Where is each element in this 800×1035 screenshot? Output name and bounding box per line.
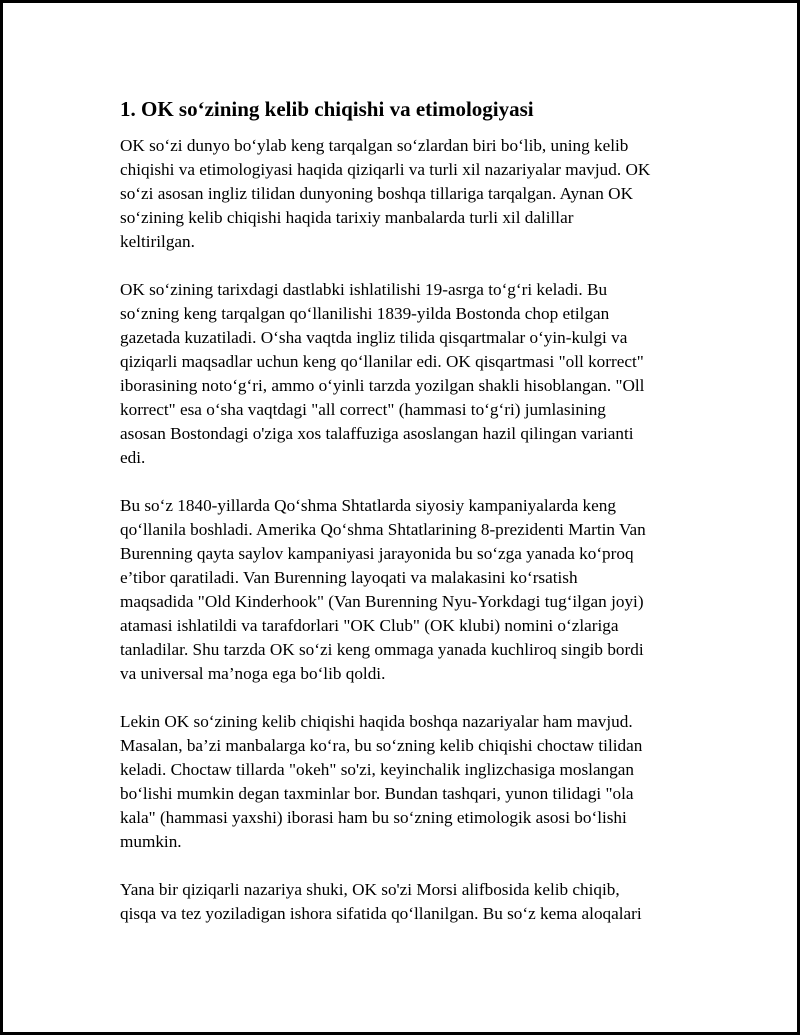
text-line: korrect" esa o‘sha vaqtdagi "all correct" (hammasi to‘g‘ri) jumlasining bbox=[120, 400, 606, 419]
text-line: so‘zi asosan ingliz tilidan dunyoning boshqa tillariga tarqalgan. Aynan OK bbox=[120, 184, 633, 203]
text-line: e’tibor qaratiladi. Van Burenning layoqati va malakasini ko‘rsatish bbox=[120, 568, 578, 587]
text-line: Masalan, ba’zi manbalarga ko‘ra, bu so‘zning kelib chiqishi choctaw tilidan bbox=[120, 736, 643, 755]
text-line: qo‘llanila boshladi. Amerika Qo‘shma Shtatlarining 8-prezidenti Martin Van bbox=[120, 520, 646, 539]
text-line: mumkin. bbox=[120, 832, 182, 851]
text-line: qiziqarli maqsadlar uchun keng qo‘llanilar edi. OK qisqartmasi "oll korrect" bbox=[120, 352, 644, 371]
text-line: OK so‘zining tarixdagi dastlabki ishlatilishi 19-asrga to‘g‘ri keladi. Bu bbox=[120, 280, 608, 299]
paragraph-5 bbox=[120, 878, 695, 926]
text-line: iborasining noto‘g‘ri, ammo o‘yinli tarzda yozilgan shakli hisoblangan. "Oll bbox=[120, 376, 645, 395]
text-line: Yana bir qiziqarli nazariya shuki, OK so'zi Morsi alifbosida kelib chiqib, bbox=[120, 880, 620, 899]
text-line: keltirilgan. bbox=[120, 232, 195, 251]
paragraph-3 bbox=[120, 494, 695, 686]
text-line: bo‘lishi mumkin degan taxminlar bor. Bundan tashqari, yunon tilidagi "ola bbox=[120, 784, 634, 803]
text-line: OK so‘zi dunyo bo‘ylab keng tarqalgan so‘zlardan biri bo‘lib, uning kelib bbox=[120, 136, 629, 155]
text-line: va universal ma’noga ega bo‘lib qoldi. bbox=[120, 664, 386, 683]
text-line: qisqa va tez yoziladigan ishora sifatida qo‘llanilgan. Bu so‘z kema aloqalari bbox=[120, 904, 642, 923]
paragraph-2 bbox=[120, 278, 695, 470]
text-line: edi. bbox=[120, 448, 146, 467]
text-line: Bu so‘z 1840-yillarda Qo‘shma Shtatlarda siyosiy kampaniyalarda keng bbox=[120, 496, 616, 515]
paragraph-4 bbox=[120, 710, 695, 854]
section-heading: 1. OK so‘zining kelib chiqishi va etimologiyasi bbox=[120, 97, 534, 121]
text-line: kala" (hammasi yaxshi) iborasi ham bu so‘zning etimologik asosi bo‘lishi bbox=[120, 808, 627, 827]
text-line: tanladilar. Shu tarzda OK so‘zi keng ommaga yanada kuchliroq singib bordi bbox=[120, 640, 644, 659]
text-line: atamasi ishlatildi va tarafdorlari "OK Club" (OK klubi) nomini o‘zlariga bbox=[120, 616, 619, 635]
text-line: maqsadida "Old Kinderhook" (Van Burenning Nyu-Yorkdagi tug‘ilgan joyi) bbox=[120, 592, 644, 611]
text-line: chiqishi va etimologiyasi haqida qiziqarli va turli xil nazariyalar mavjud. OK bbox=[120, 160, 651, 179]
text-line: Lekin OK so‘zining kelib chiqishi haqida boshqa nazariyalar ham mavjud. bbox=[120, 712, 633, 731]
text-line: asosan Bostondagi o'ziga xos talaffuziga asoslangan hazil qilingan varianti bbox=[120, 424, 634, 443]
text-line: so‘zning keng tarqalgan qo‘llanilishi 1839-yilda Bostonda chop etilgan bbox=[120, 304, 610, 323]
text-line: so‘zining kelib chiqishi haqida tarixiy manbalarda turli xil dalillar bbox=[120, 208, 574, 227]
text-line: Burenning qayta saylov kampaniyasi jarayonida bu so‘zga yanada ko‘proq bbox=[120, 544, 634, 563]
document-body bbox=[120, 96, 695, 950]
text-line: gazetada kuzatiladi. O‘sha vaqtda ingliz tilida qisqartmalar o‘yin-kulgi va bbox=[120, 328, 628, 347]
paragraph-1 bbox=[120, 134, 695, 254]
text-line: keladi. Choctaw tillarda "okeh" so'zi, keyinchalik inglizchasiga moslangan bbox=[120, 760, 634, 779]
